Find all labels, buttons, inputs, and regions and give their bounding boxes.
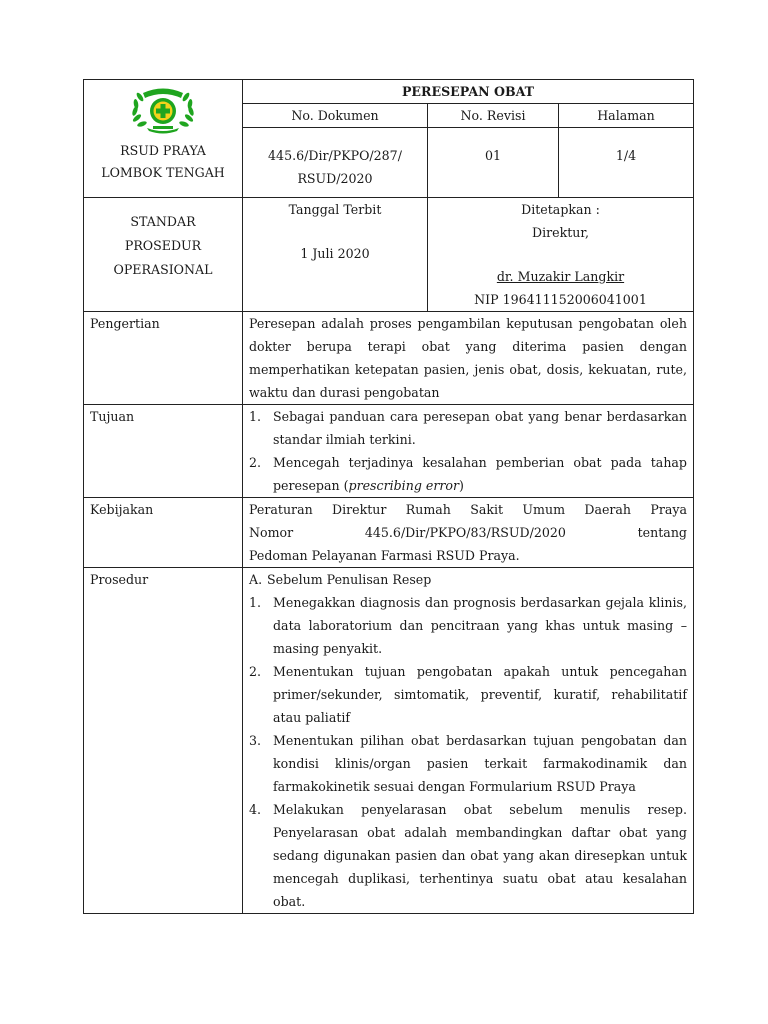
sop-label [84, 198, 243, 312]
institution-line-1: RSUD PRAYA [120, 143, 206, 158]
kebijakan-label: Kebijakan [84, 498, 243, 568]
set-by-label: Ditetapkan : [521, 202, 600, 217]
list-number: 4. [249, 802, 262, 817]
list-number: 1. [249, 409, 262, 424]
pengertian-label: Pengertian [84, 312, 243, 405]
list-item [249, 798, 687, 913]
kebijakan-line-2: Nomor 445.6/Dir/PKPO/83/RSUD/2020 tentang [249, 525, 687, 540]
sop-line-1: STANDAR [130, 214, 196, 229]
doc-no-label: No. Dokumen [243, 104, 428, 128]
list-item [249, 451, 687, 497]
sop-line-2: PROSEDUR [124, 238, 202, 253]
doc-no-value: 445.6/Dir/PKPO/287/ RSUD/2020 [243, 128, 428, 198]
list-text: Menentukan pilihan obat berdasarkan tujuan pengobatan dan kondisi klinis/organ pasien terkait farmakodinamik dan farmakokinetik sesuai dengan Formularium RSUD Praya [273, 733, 687, 794]
hospital-logo-icon [127, 84, 199, 136]
prosedur-content [243, 568, 694, 914]
revision-label: No. Revisi [428, 104, 559, 128]
list-item [249, 405, 687, 451]
list-number: 3. [249, 733, 262, 748]
tujuan-content [243, 405, 694, 498]
set-by-role: Direktur, [531, 225, 590, 240]
sop-table [83, 79, 694, 914]
list-item [249, 729, 687, 798]
kebijakan-content [243, 498, 694, 568]
revision-value: 01 [428, 128, 559, 198]
kebijakan-line-3: Pedoman Pelayanan Farmasi RSUD Praya. [249, 548, 520, 563]
tujuan-label: Tujuan [84, 405, 243, 498]
page-label: Halaman [559, 104, 694, 128]
list-text: Sebagai panduan cara peresepan obat yang benar berdasarkan standar ilmiah terkini. [273, 409, 687, 447]
list-text: Menentukan tujuan pengobatan apakah untuk pencegahan primer/sekunder, simtomatik, preventif, kuratif, rehabilitatif atau paliatif [273, 664, 687, 725]
list-item [249, 591, 687, 660]
document-title: PERESEPAN OBAT [243, 80, 694, 104]
list-text: Melakukan penyelarasan obat sebelum menulis resep. Penyelarasan obat adalah membandingkan daftar obat yang sedang digunakan pasien dan obat yang akan diresepkan untuk mencegah duplikasi, terhentinya suatu obat atau kesalahan obat. [273, 802, 687, 909]
issue-date-label: Tanggal Terbit [288, 202, 382, 217]
page-value: 1/4 [559, 128, 694, 198]
prosedur-label: Prosedur [84, 568, 243, 914]
list-item [249, 660, 687, 729]
list-text-italic: prescribing error [348, 478, 459, 493]
prosedur-subheading [249, 568, 687, 591]
subheading-letter: A. [249, 572, 263, 587]
pengertian-text: Peresepan adalah proses pengambilan keputusan pengobatan oleh dokter berupa terapi obat yang diterima pasien dengan memperhatikan ketepatan pasien, jenis obat, dosis, kekuatan, rute, waktu dan durasi pengobatan [243, 312, 694, 405]
list-number: 1. [249, 595, 262, 610]
approval-cell [428, 198, 694, 312]
kebijakan-line-1: Peraturan Direktur Rumah Sakit Umum Daerah Praya [249, 502, 687, 517]
list-text-end: ) [458, 478, 464, 493]
list-number: 2. [249, 455, 262, 470]
signer-nip: NIP 196411152006041001 [474, 292, 647, 307]
issue-date-cell [243, 198, 428, 312]
list-number: 2. [249, 664, 262, 679]
institution-cell [84, 80, 243, 198]
issue-date-value: 1 Juli 2020 [300, 246, 370, 261]
sop-line-3: OPERASIONAL [113, 262, 213, 277]
institution-line-2: LOMBOK TENGAH [101, 165, 225, 180]
list-text: Mencegah terjadinya kesalahan pemberian obat pada tahap peresepan ( [273, 455, 687, 493]
institution-name [90, 140, 236, 184]
signer-name: dr. Muzakir Langkir [496, 269, 625, 284]
subheading-title: Sebelum Penulisan Resep [267, 572, 432, 587]
list-text: Menegakkan diagnosis dan prognosis berdasarkan gejala klinis, data laboratorium dan pencitraan yang khas untuk masing – masing penyakit. [273, 595, 687, 656]
